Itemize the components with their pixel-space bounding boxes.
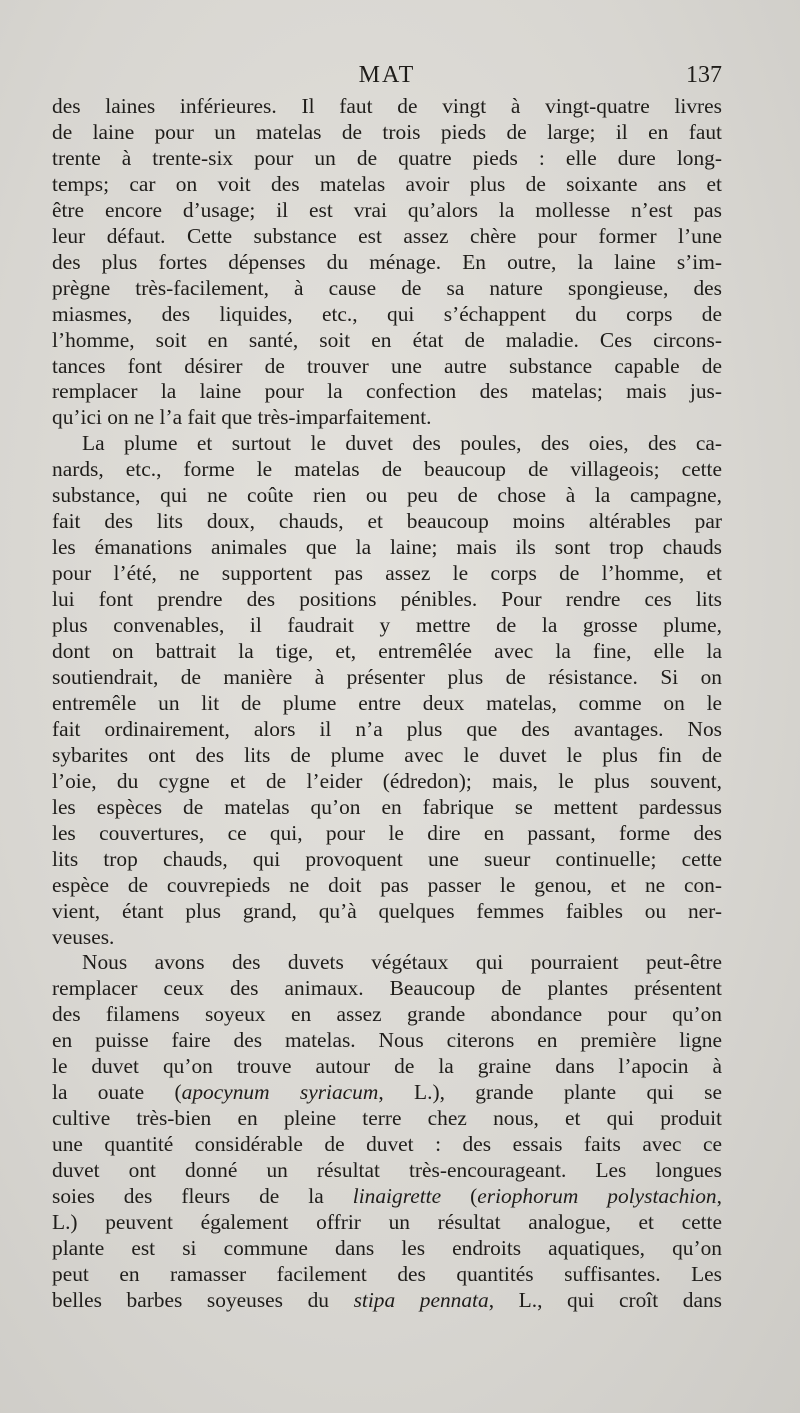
text-line: fait ordinairement, alors il n’a plus que des avantages. Nos [52,716,722,741]
paragraph [52,950,722,1313]
page-number: 137 [686,62,722,88]
text-line: remplacer la laine pour la confection des matelas; mais jus- [52,379,722,404]
text-line: des plus fortes dépenses du ménage. En outre, la laine s’im- [52,249,722,274]
italic-term: stipa pennata [353,1287,489,1312]
text-line: dont on battrait la tige, et, entremêlée avec la fine, elle la [52,639,722,664]
text-line: des laines inférieures. Il faut de vingt à vingt-quatre livres [52,94,722,118]
text-line: duvet ont donné un résultat très-encourageant. Les longues [52,1158,722,1183]
text-line: veuses. [52,924,115,949]
text-line: plus convenables, il faudrait y mettre de la grosse plume, [52,613,722,638]
text-line: substance, qui ne coûte rien ou peu de chose à la campagne, [52,483,722,508]
text-line: être encore d’usage; il est vrai qu’alors la mollesse n’est pas [52,197,722,222]
text-line: Nous avons des duvets végétaux qui pourraient peut-être [82,950,722,975]
text-line: cultive très-bien en pleine terre chez nous, et qui produit [52,1106,722,1131]
text-line: tances font désirer de trouver une autre substance capable de [52,353,722,378]
text-line: entremêle un lit de plume entre deux matelas, comme on le [52,690,722,715]
text-line: soies des fleurs de la linaigrette (eriophorum polystachion, [52,1184,722,1209]
text-line: espèce de couvrepieds ne doit pas passer le genou, et ne con- [52,872,722,897]
text-line: pour l’été, ne supportent pas assez le corps de l’homme, et [52,561,722,586]
text-line: de laine pour un matelas de trois pieds de large; il en faut [52,119,722,144]
text-line: qu’ici on ne l’a fait que très-imparfaitement. [52,405,432,430]
italic-term: apocynum syriacum [181,1080,379,1105]
text-line: trente à trente-six pour un de quatre pieds : elle dure long- [52,145,722,170]
text-line: l’oie, du cygne et de l’eider (édredon); mais, le plus souvent, [52,768,722,793]
text-line: lui font prendre des positions pénibles. Pour rendre ces lits [52,587,722,612]
text-line: La plume et surtout le duvet des poules, des oies, des ca- [82,431,722,456]
text-line: prègne très-facilement, à cause de sa nature spongieuse, des [52,275,722,300]
italic-term: eriophorum polystachion [477,1184,717,1209]
text-line: des filamens soyeux en assez grande abondance pour qu’on [52,1002,722,1027]
running-head [52,62,722,92]
text-line: en puisse faire des matelas. Nous citerons en première ligne [52,1028,722,1053]
text-line: une quantité considérable de duvet : des essais faits avec ce [52,1132,722,1157]
text-line: les couvertures, ce qui, pour le dire en passant, forme des [52,820,722,845]
text-line: miasmes, des liquides, etc., qui s’échappent du corps de [52,301,722,326]
text-line: belles barbes soyeuses du stipa pennata, L., qui croît dans [52,1287,722,1312]
text-line: le duvet qu’on trouve autour de la graine dans l’apocin à [52,1054,722,1079]
text-line: peut en ramasser facilement des quantités suffisantes. Les [52,1261,722,1286]
paragraph [52,431,722,950]
body-text [52,94,722,1314]
text-line: les espèces de matelas qu’on en fabrique se mettent pardessus [52,794,722,819]
text-line: vient, étant plus grand, qu’à quelques femmes faibles ou ner- [52,898,722,923]
text-line: nards, etc., forme le matelas de beaucoup de villageois; cette [52,457,722,482]
text-line: remplacer ceux des animaux. Beaucoup de plantes présentent [52,976,722,1001]
text-line: L.) peuvent également offrir un résultat analogue, et cette [52,1209,722,1234]
text-line: temps; car on voit des matelas avoir plus de soixante ans et [52,171,722,196]
text-line: plante est si commune dans les endroits aquatiques, qu’on [52,1235,722,1260]
paragraph [52,94,722,431]
text-line: les émanations animales que la laine; mais ils sont trop chauds [52,535,722,560]
text-line: lits trop chauds, qui provoquent une sueur continuelle; cette [52,846,722,871]
text-line: fait des lits doux, chauds, et beaucoup moins altérables par [52,509,722,534]
running-head-title: MAT [358,62,416,88]
italic-term: linaigrette [352,1184,442,1209]
text-line: soutiendrait, de manière à présenter plus de résistance. Si on [52,664,722,689]
text-line: la ouate (apocynum syriacum, L.), grande plante qui se [52,1080,723,1105]
text-line: sybarites ont des lits de plume avec le duvet le plus fin de [52,742,722,767]
text-line: l’homme, soit en santé, soit en état de maladie. Ces circons- [52,327,722,352]
text-line: leur défaut. Cette substance est assez chère pour former l’une [52,223,722,248]
